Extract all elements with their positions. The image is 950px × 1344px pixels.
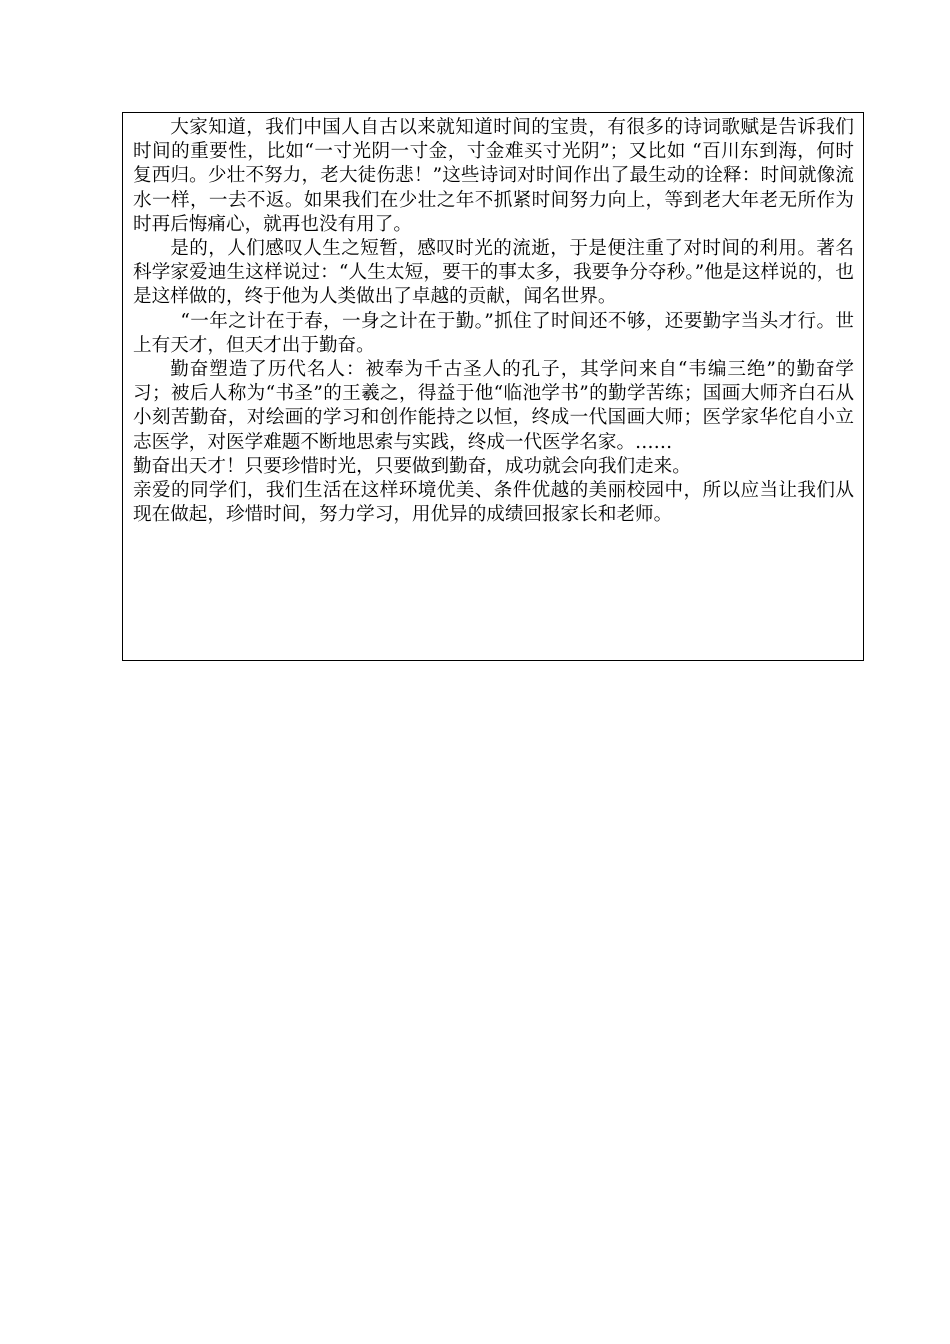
paragraph-time-precious: 大家知道，我们中国人自古以来就知道时间的宝贵，有很多的诗词歌赋是告诉我们时间的重要性，比如“一寸光阴一寸金，寸金难买寸光阴”；又比如 “百川东到海，何时复西归。少壮不努力，老大徒伤悲！”这些诗词对时间作出了最生动的诠释：时间就像流水一样，一去不返。如果我们在少壮之年不抓紧时间努力向上，等到老大年老无所作为时再后悔痛心，就再也没有用了。 xyxy=(133,117,854,235)
essay-text-box xyxy=(122,112,864,661)
paragraph-genius-from-diligence: 勤奋出天才！只要珍惜时光，只要做到勤奋，成功就会向我们走来。 xyxy=(133,455,691,477)
paragraph-diligence-proverb: “一年之计在于春，一身之计在于勤。”抓住了时间还不够，还要勤字当头才行。世上有天才，但天才出于勤奋。 xyxy=(133,310,854,356)
paragraph-edison: 是的，人们感叹人生之短暂，感叹时光的流逝，于是便注重了对时间的利用。著名科学家爱迪生这样说过：“人生太短，要干的事太多，我要争分夺秒。”他是这样说的，也是这样做的，终于他为人类做出了卓越的贡献，闻名世界。 xyxy=(133,238,854,308)
paragraph-famous-people: 勤奋塑造了历代名人：被奉为千古圣人的孔子，其学问来自“韦编三绝”的勤奋学习；被后人称为“书圣”的王羲之，得益于他“临池学书”的勤学苦练；国画大师齐白石从小刻苦勤奋，对绘画的学习和创作能持之以恒，终成一代国画大师；医学家华佗自小立志医学，对医学难题不断地思索与实践，终成一代医学名家。…… xyxy=(133,359,854,453)
paragraph-call-to-students: 亲爱的同学们，我们生活在这样环境优美、条件优越的美丽校园中，所以应当让我们从现在做起，珍惜时间，努力学习，用优异的成绩回报家长和老师。 xyxy=(133,480,854,526)
